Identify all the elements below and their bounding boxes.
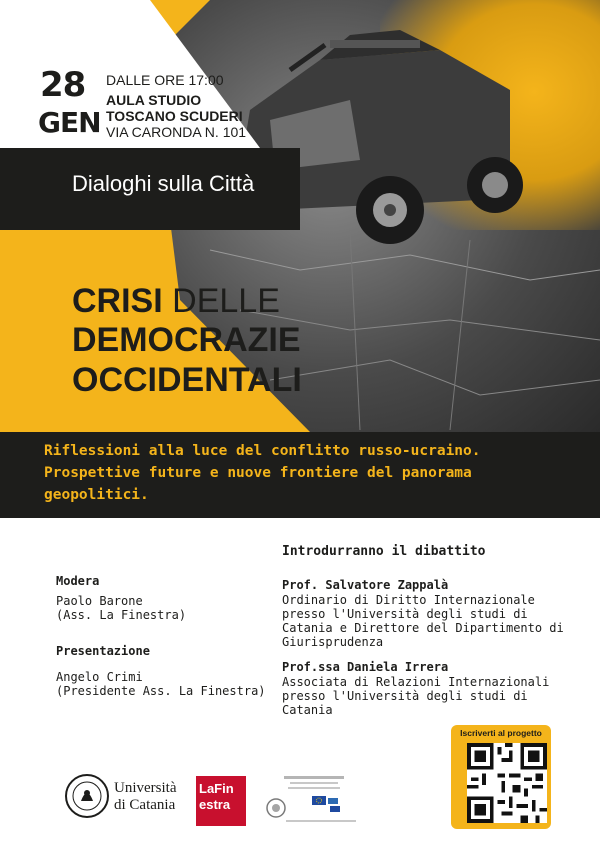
event-time: DALLE ORE 17:00 <box>106 72 224 88</box>
qr-label: Iscriverti al progetto <box>460 728 542 738</box>
la-finestra-logo-line2: estra <box>199 797 231 812</box>
presentation-heading: Presentazione <box>56 644 150 658</box>
partner-logos-group <box>266 772 366 828</box>
intro-heading: Introdurranno il dibattito <box>282 544 486 559</box>
title-line-1 <box>72 283 280 319</box>
moderator-heading: Modera <box>56 574 100 588</box>
university-logo-text <box>114 780 176 814</box>
event-venue-line1: AULA STUDIO <box>106 92 202 108</box>
event-day: 28 <box>40 65 86 105</box>
la-finestra-logo <box>196 776 246 826</box>
speaker-2-name: Prof.ssa Daniela Irrera <box>282 660 449 674</box>
presentation-details <box>56 670 266 698</box>
title-word-delle: DELLE <box>172 282 280 320</box>
series-title: Dialoghi sulla Città <box>72 171 255 196</box>
university-seal-logo <box>64 773 110 819</box>
title-word-crisi: CRISI <box>72 282 163 320</box>
la-finestra-logo-line1: LaFin <box>199 781 234 796</box>
event-venue-line2: TOSCANO SCUDERI <box>106 108 243 124</box>
subtitle-text: Riflessioni alla luce del conflitto russo-ucraino. Prospettive future e nuove frontiere del panorama geopolitici. <box>44 443 481 503</box>
title-line-2: DEMOCRAZIE <box>72 321 301 359</box>
university-logo-line1: Università <box>114 780 177 796</box>
event-address: VIA CARONDA N. 101 <box>106 124 247 140</box>
presenter-name: Angelo Crimi <box>56 670 143 684</box>
moderator-affiliation: (Ass. La Finestra) <box>56 608 187 622</box>
qr-code-icon[interactable] <box>467 743 547 823</box>
moderator-details <box>56 594 186 622</box>
moderator-name: Paolo Barone <box>56 594 143 608</box>
university-logo-line2: di Catania <box>114 797 176 813</box>
event-month: GEN <box>38 106 101 139</box>
speaker-2-role: Associata di Relazioni Internazionali presso l'Università degli studi di Catania <box>282 675 550 717</box>
presenter-affiliation: (Presidente Ass. La Finestra) <box>56 684 266 698</box>
registration-qr-card[interactable] <box>451 725 551 829</box>
speaker-1-name: Prof. Salvatore Zappalà <box>282 578 449 592</box>
speaker-1-role: Ordinario di Diritto Internazionale presso l'Università degli studi di Catania e Direttore del Dipartimento di Giurisprudenza <box>282 593 564 649</box>
title-line-3: OCCIDENTALI <box>72 361 302 399</box>
